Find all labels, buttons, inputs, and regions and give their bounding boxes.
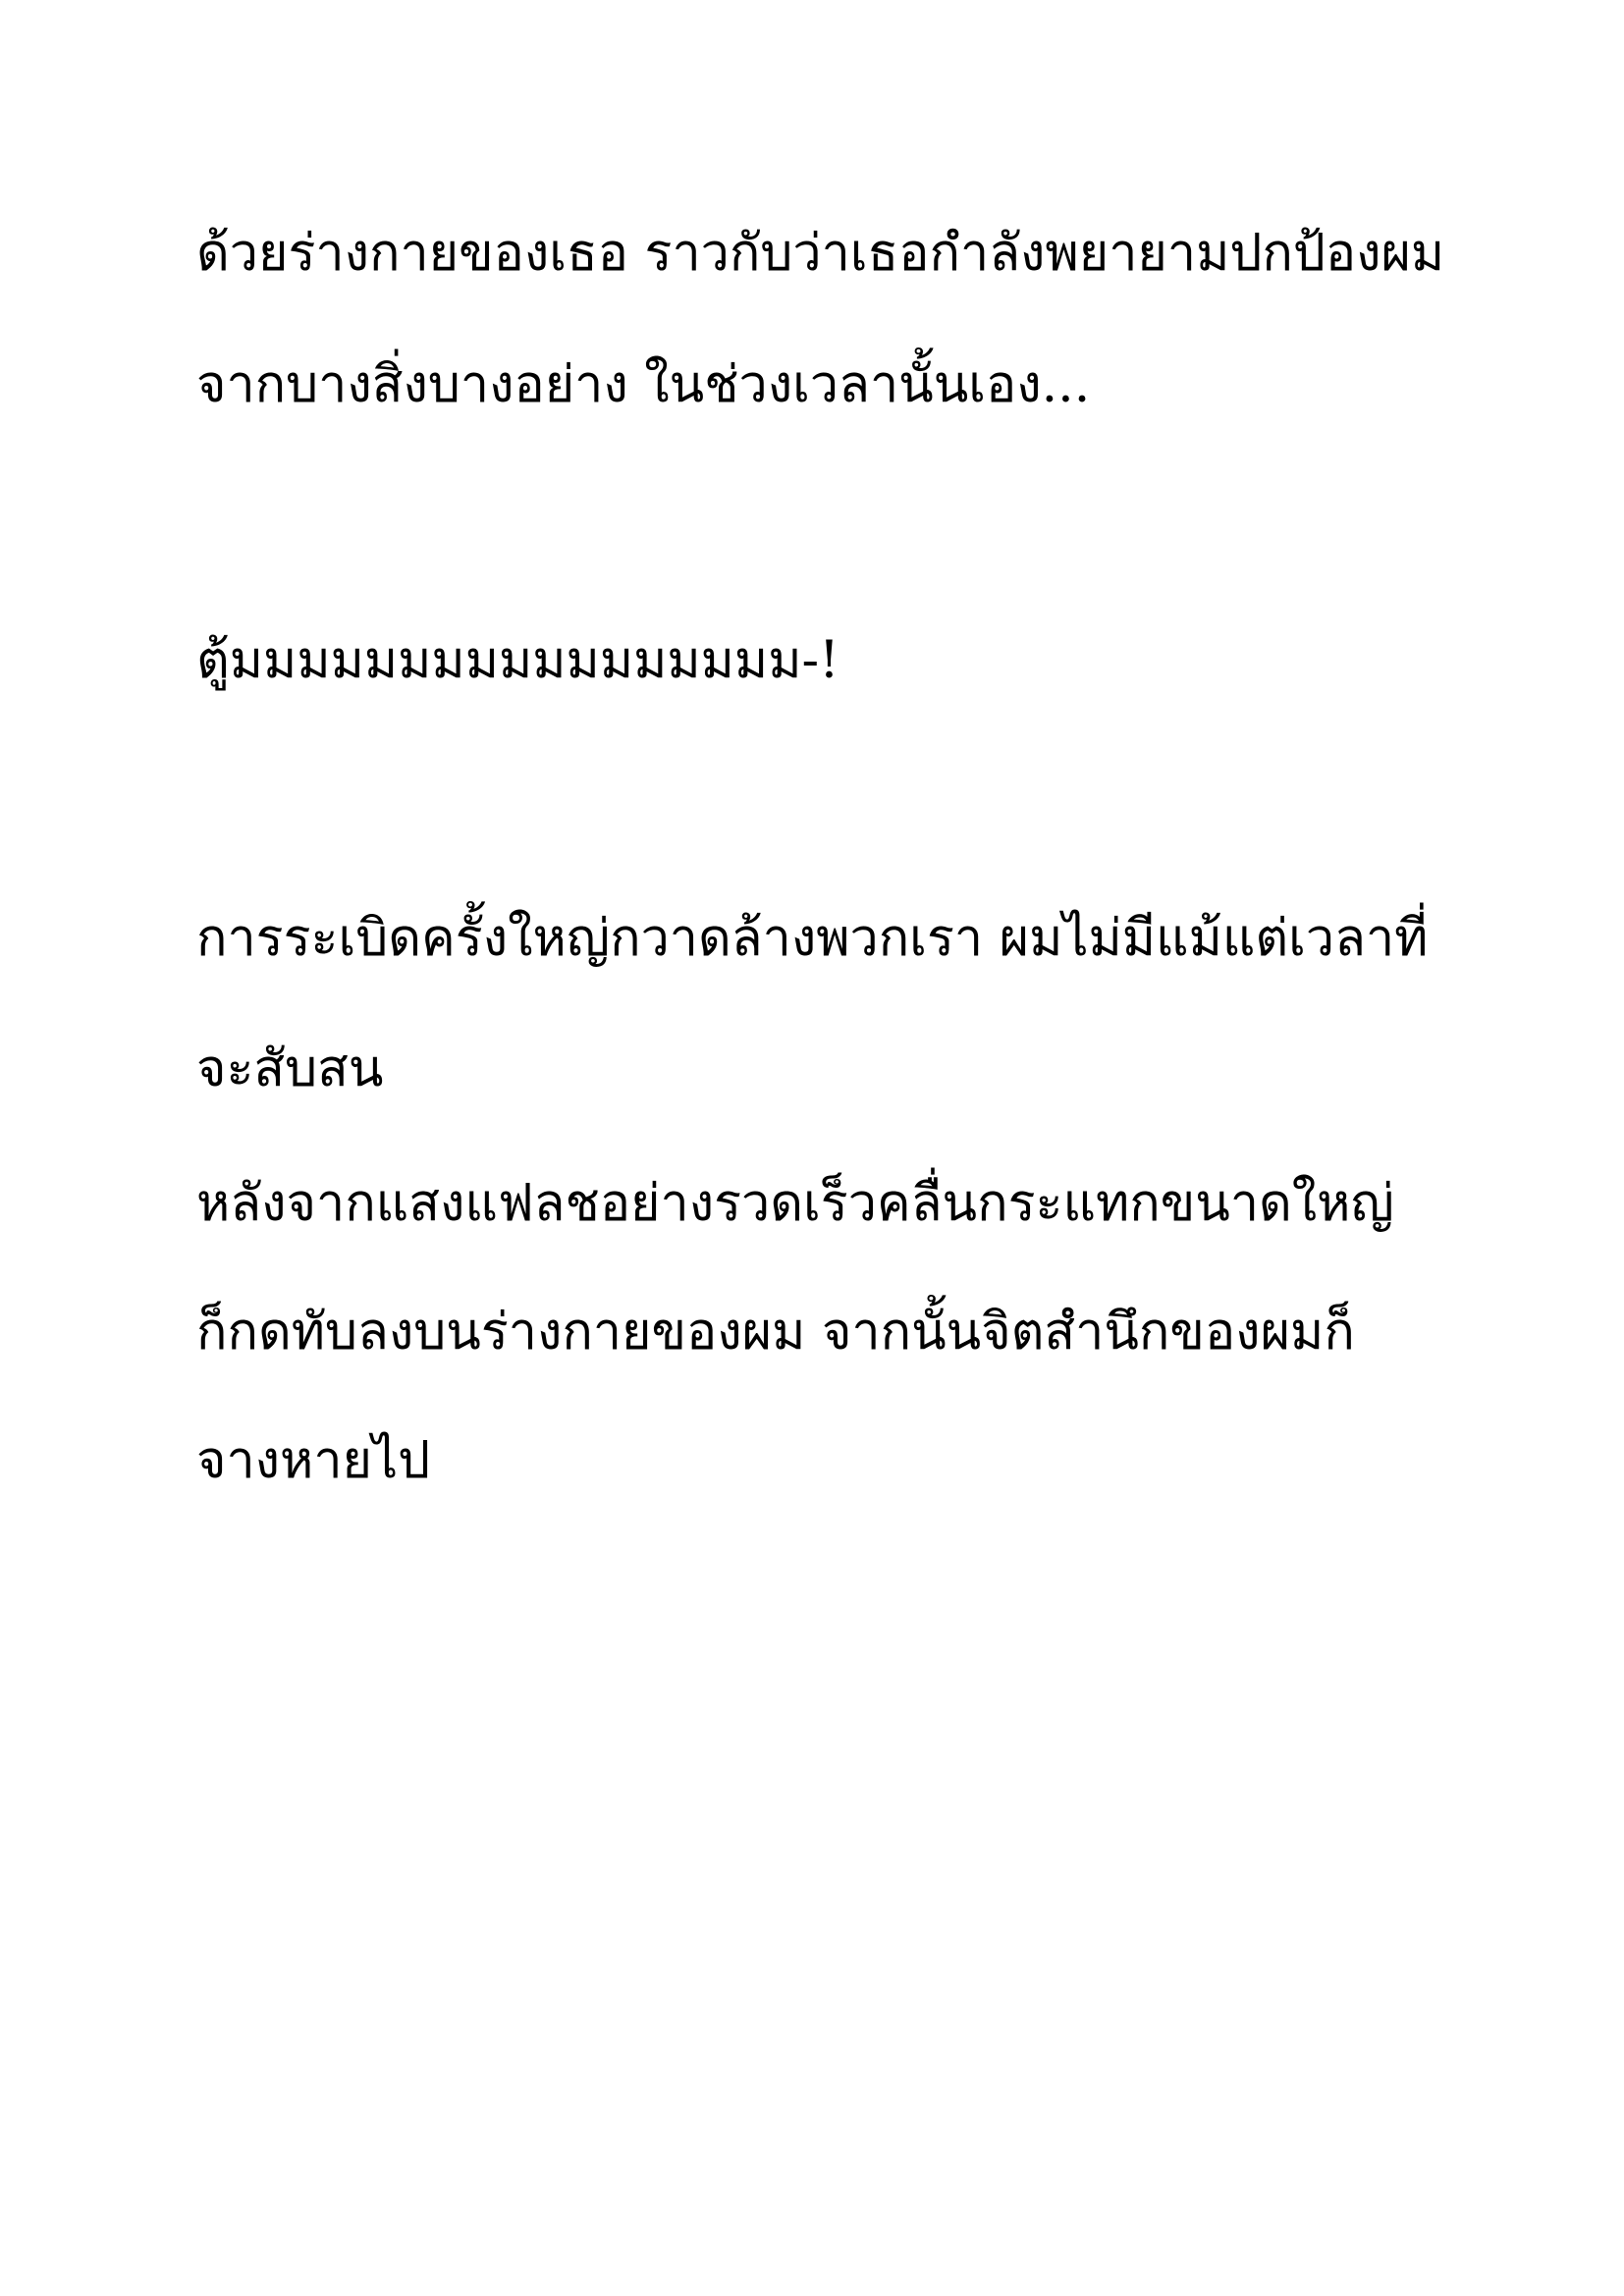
paragraph-3-line-1: การระเบิดครั้งใหญ่กวาดล้างพวกเรา ผมไม่มีแม้แต่เวลาที่ [196,909,1429,968]
paragraph-4-line-3: จางหายไป [196,1431,431,1490]
paragraph-1-line-1: ด้วยร่างกายของเธอ ราวกับว่าเธอกำลังพยายามปกป้องผม [196,224,1445,283]
paragraph-4-line-2: ก็กดทับลงบนร่างกายของผม จากนั้นจิตสำนึกของผมก็ [196,1303,1355,1362]
paragraph-3-line-2: จะสับสน [196,1040,384,1098]
paragraph-4-line-1: หลังจากแสงแฟลชอย่างรวดเร็วคลื่นกระแทกขนาดใหญ่ [196,1174,1394,1233]
paragraph-2-line-1: ตู้มมมมมมมมมมมมมมมมม-! [196,631,839,690]
paragraph-1-line-2: จากบางสิ่งบางอย่าง ในช่วงเวลานั้นเอง... [196,355,1091,414]
